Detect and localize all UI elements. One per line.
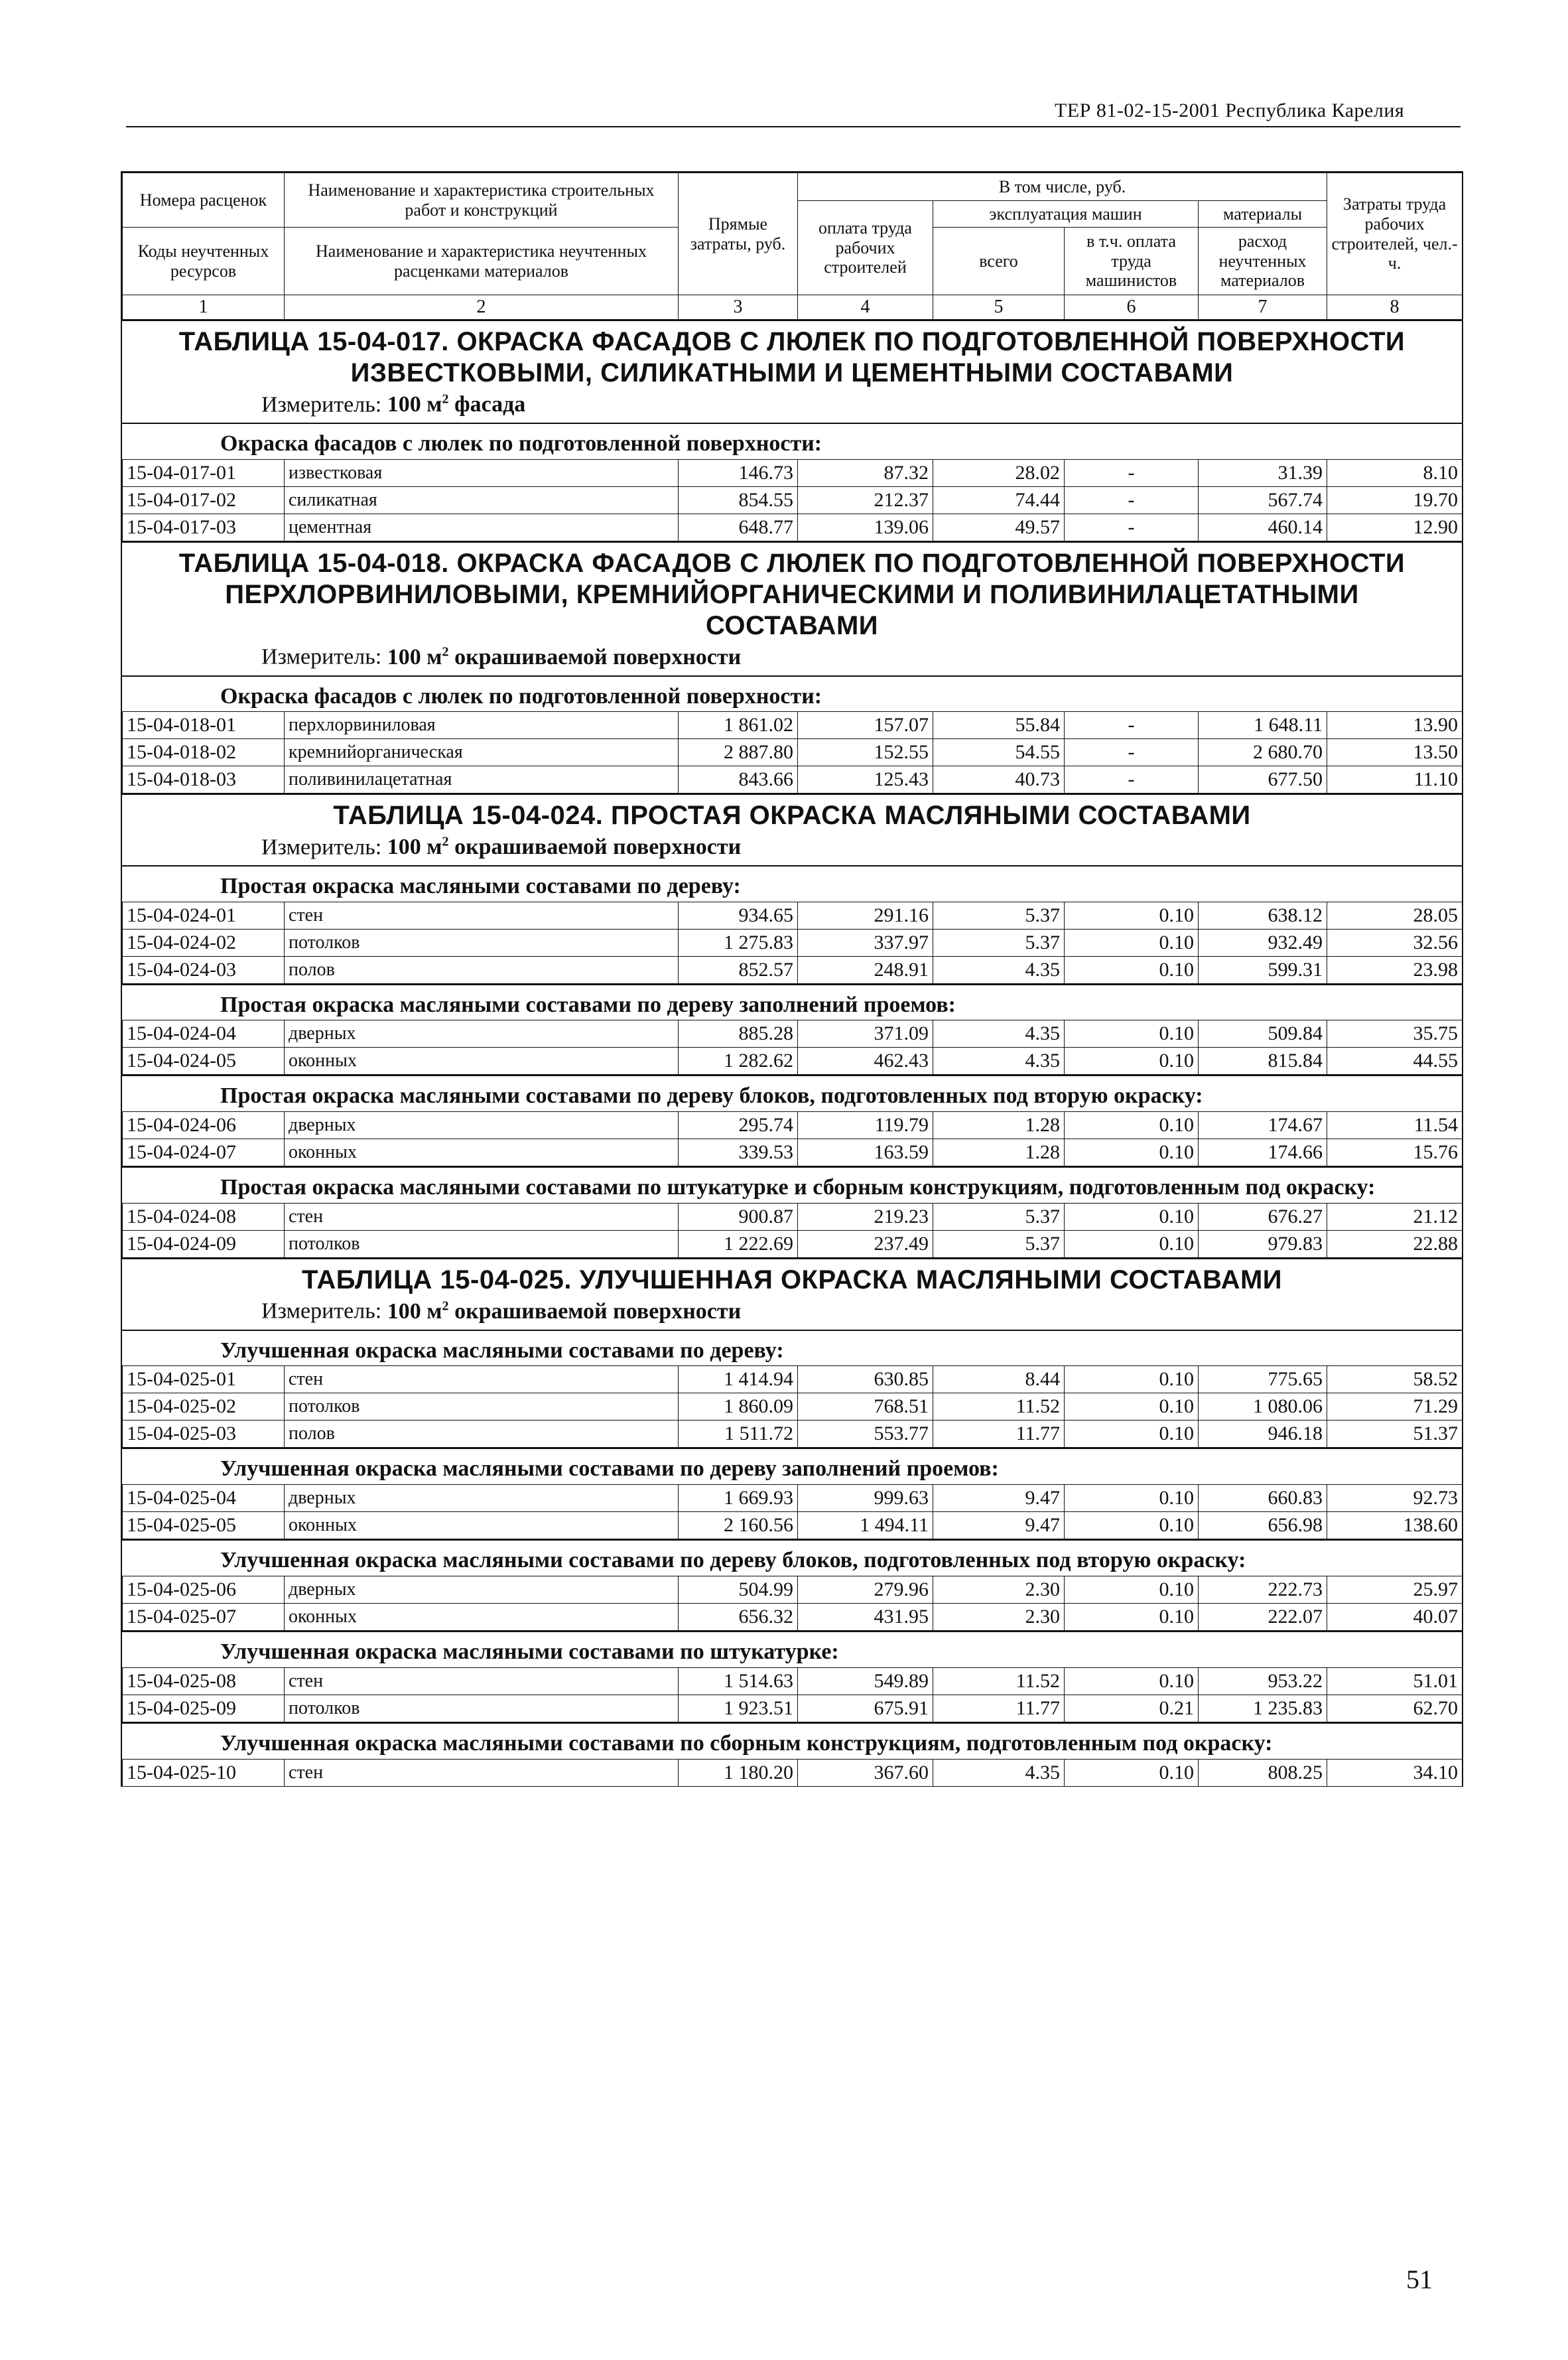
- value-cell: 1 080.06: [1199, 1393, 1327, 1421]
- table-row: [123, 1139, 1463, 1166]
- table-row: [123, 1603, 1463, 1630]
- value-cell: 74.44: [933, 486, 1065, 514]
- value-cell: 248.91: [798, 956, 933, 983]
- price-table: [121, 171, 1463, 1787]
- value-cell: -: [1065, 459, 1199, 486]
- table-row: [123, 766, 1463, 794]
- value-cell: 4.35: [933, 956, 1065, 983]
- work-name: кремнийорганическая: [285, 739, 679, 766]
- rate-code: 15-04-018-02: [123, 739, 285, 766]
- rate-code: 15-04-024-08: [123, 1204, 285, 1231]
- rate-code: 15-04-024-05: [123, 1048, 285, 1075]
- hdr-machines-total: всего: [933, 228, 1065, 295]
- value-cell: 599.31: [1199, 956, 1327, 983]
- value-cell: 31.39: [1199, 459, 1327, 486]
- value-cell: 8.10: [1327, 459, 1463, 486]
- rate-table: [122, 1365, 1463, 1448]
- value-cell: 4.35: [933, 1759, 1065, 1786]
- value-cell: 1 669.93: [679, 1485, 798, 1512]
- value-cell: 934.65: [679, 902, 798, 929]
- value-cell: -: [1065, 486, 1199, 514]
- value-cell: 843.66: [679, 766, 798, 794]
- work-name: оконных: [285, 1048, 679, 1075]
- value-cell: 932.49: [1199, 929, 1327, 956]
- sections-container: [122, 320, 1462, 1786]
- group-title: Улучшенная окраска масляными составами по дереву заполнений проемов:: [122, 1448, 1462, 1484]
- value-cell: 0.10: [1065, 1576, 1199, 1603]
- work-name: потолков: [285, 1695, 679, 1722]
- value-cell: 15.76: [1327, 1139, 1463, 1166]
- col-num-2: 2: [285, 295, 679, 320]
- value-cell: 157.07: [798, 712, 933, 739]
- value-cell: 212.37: [798, 486, 933, 514]
- value-cell: 11.52: [933, 1393, 1065, 1421]
- work-name: оконных: [285, 1512, 679, 1539]
- group-title: Улучшенная окраска масляными составами по дереву блоков, подготовленных под вторую окраску:: [122, 1539, 1462, 1576]
- value-cell: 11.77: [933, 1421, 1065, 1448]
- rate-code: 15-04-017-02: [123, 486, 285, 514]
- value-cell: 92.73: [1327, 1485, 1463, 1512]
- measurer: [122, 1296, 1462, 1329]
- value-cell: 0.10: [1065, 1231, 1199, 1258]
- table-row: [123, 1759, 1463, 1786]
- value-cell: 4.35: [933, 1020, 1065, 1048]
- value-cell: 0.10: [1065, 1393, 1199, 1421]
- value-cell: 0.10: [1065, 902, 1199, 929]
- value-cell: -: [1065, 712, 1199, 739]
- group-title: Простая окраска масляными составами по дереву:: [122, 865, 1462, 902]
- rate-code: 15-04-017-01: [123, 459, 285, 486]
- value-cell: 337.97: [798, 929, 933, 956]
- hdr-machinist-wages: в т.ч. оплата труда машинистов: [1065, 228, 1199, 295]
- value-cell: 0.10: [1065, 1366, 1199, 1393]
- table-row: [123, 929, 1463, 956]
- value-cell: 1 861.02: [679, 712, 798, 739]
- table-row: [123, 1393, 1463, 1421]
- value-cell: 1 514.63: [679, 1667, 798, 1695]
- value-cell: 21.12: [1327, 1204, 1463, 1231]
- value-cell: 2 887.80: [679, 739, 798, 766]
- value-cell: 656.32: [679, 1603, 798, 1630]
- table-row: [123, 1485, 1463, 1512]
- col-num-1: 1: [123, 295, 285, 320]
- value-cell: 1 860.09: [679, 1393, 798, 1421]
- rate-code: 15-04-025-08: [123, 1667, 285, 1695]
- value-cell: 9.47: [933, 1512, 1065, 1539]
- measurer-unit: 100 $м^2$ окрашиваемой поверхности: [387, 644, 742, 669]
- work-name: поливинилацетатная: [285, 766, 679, 794]
- value-cell: 648.77: [679, 514, 798, 541]
- rate-table: [122, 902, 1463, 984]
- rate-table: [122, 1484, 1463, 1539]
- value-cell: 462.43: [798, 1048, 933, 1075]
- rate-code: 15-04-025-05: [123, 1512, 285, 1539]
- rate-table: [122, 1667, 1463, 1722]
- value-cell: 125.43: [798, 766, 933, 794]
- work-name: стен: [285, 1204, 679, 1231]
- rate-code: 15-04-024-07: [123, 1139, 285, 1166]
- work-name: перхлорвиниловая: [285, 712, 679, 739]
- work-name: стен: [285, 1759, 679, 1786]
- value-cell: 1 275.83: [679, 929, 798, 956]
- col-num-3: 3: [679, 295, 798, 320]
- value-cell: 0.10: [1065, 1512, 1199, 1539]
- value-cell: 1 180.20: [679, 1759, 798, 1786]
- value-cell: 5.37: [933, 1204, 1065, 1231]
- group-title: Улучшенная окраска масляными составами по штукатурке:: [122, 1631, 1462, 1667]
- rate-code: 15-04-024-04: [123, 1020, 285, 1048]
- value-cell: 0.10: [1065, 1667, 1199, 1695]
- value-cell: 279.96: [798, 1576, 933, 1603]
- value-cell: 2 160.56: [679, 1512, 798, 1539]
- work-name: потолков: [285, 1393, 679, 1421]
- value-cell: 19.70: [1327, 486, 1463, 514]
- table-row: [123, 902, 1463, 929]
- rate-code: 15-04-024-06: [123, 1112, 285, 1139]
- work-name: дверных: [285, 1485, 679, 1512]
- col-num-6: 6: [1065, 295, 1199, 320]
- rate-code: 15-04-025-10: [123, 1759, 285, 1786]
- value-cell: 0.10: [1065, 929, 1199, 956]
- table-row: [123, 459, 1463, 486]
- rate-code: 15-04-025-09: [123, 1695, 285, 1722]
- rate-table: [122, 1020, 1463, 1075]
- value-cell: 677.50: [1199, 766, 1327, 794]
- table-row: [123, 1695, 1463, 1722]
- rate-table: [122, 459, 1463, 541]
- value-cell: 71.29: [1327, 1393, 1463, 1421]
- col-num-7: 7: [1199, 295, 1327, 320]
- value-cell: 0.10: [1065, 1759, 1199, 1786]
- col-num-8: 8: [1327, 295, 1463, 320]
- value-cell: 5.37: [933, 929, 1065, 956]
- value-cell: 0.10: [1065, 1048, 1199, 1075]
- value-cell: 87.32: [798, 459, 933, 486]
- value-cell: 999.63: [798, 1485, 933, 1512]
- value-cell: 1 414.94: [679, 1366, 798, 1393]
- value-cell: 1 923.51: [679, 1695, 798, 1722]
- hdr-material-use: расход неучтенных материалов: [1199, 228, 1327, 295]
- table-row: [123, 1231, 1463, 1258]
- work-name: стен: [285, 1667, 679, 1695]
- value-cell: 630.85: [798, 1366, 933, 1393]
- value-cell: 222.07: [1199, 1603, 1327, 1630]
- value-cell: 460.14: [1199, 514, 1327, 541]
- table-row: [123, 712, 1463, 739]
- value-cell: 44.55: [1327, 1048, 1463, 1075]
- measurer-unit: 100 $м^2$ окрашиваемой поверхности: [387, 1298, 742, 1324]
- table-section: [122, 1258, 1462, 1787]
- work-name: потолков: [285, 929, 679, 956]
- hdr-materials: материалы: [1199, 201, 1327, 228]
- value-cell: 13.90: [1327, 712, 1463, 739]
- value-cell: 367.60: [798, 1759, 933, 1786]
- value-cell: 339.53: [679, 1139, 798, 1166]
- value-cell: 0.10: [1065, 1485, 1199, 1512]
- value-cell: 219.23: [798, 1204, 933, 1231]
- value-cell: 163.59: [798, 1139, 933, 1166]
- value-cell: 174.67: [1199, 1112, 1327, 1139]
- hdr-direct-costs: Прямые затраты, руб.: [679, 173, 798, 295]
- value-cell: 0.10: [1065, 1139, 1199, 1166]
- value-cell: 1 494.11: [798, 1512, 933, 1539]
- work-name: стен: [285, 1366, 679, 1393]
- value-cell: 51.37: [1327, 1421, 1463, 1448]
- value-cell: 49.57: [933, 514, 1065, 541]
- measurer: [122, 389, 1462, 423]
- value-cell: 2 680.70: [1199, 739, 1327, 766]
- table-row: [123, 514, 1463, 541]
- value-cell: 0.10: [1065, 1204, 1199, 1231]
- group-title: Улучшенная окраска масляными составами по сборным конструкциям, подготовленным под окраску:: [122, 1722, 1462, 1759]
- value-cell: 768.51: [798, 1393, 933, 1421]
- measurer-label: Измеритель:: [261, 834, 387, 859]
- table-title: ТАБЛИЦА 15-04-024. ПРОСТАЯ ОКРАСКА МАСЛЯНЫМИ СОСТАВАМИ: [333, 801, 1251, 831]
- value-cell: 1 511.72: [679, 1421, 798, 1448]
- value-cell: 152.55: [798, 739, 933, 766]
- hdr-wages: оплата труда рабочих строителей: [798, 201, 933, 295]
- value-cell: 1 282.62: [679, 1048, 798, 1075]
- value-cell: 815.84: [1199, 1048, 1327, 1075]
- measurer: [122, 642, 1462, 675]
- value-cell: 0.10: [1065, 956, 1199, 983]
- value-cell: 25.97: [1327, 1576, 1463, 1603]
- measurer-label: Измеритель:: [261, 1298, 387, 1324]
- work-name: стен: [285, 902, 679, 929]
- table-row: [123, 1366, 1463, 1393]
- col-num-5: 5: [933, 295, 1065, 320]
- value-cell: 1.28: [933, 1112, 1065, 1139]
- value-cell: 35.75: [1327, 1020, 1463, 1048]
- value-cell: 4.35: [933, 1048, 1065, 1075]
- value-cell: 291.16: [798, 902, 933, 929]
- value-cell: 40.73: [933, 766, 1065, 794]
- col-num-4: 4: [798, 295, 933, 320]
- value-cell: 1 648.11: [1199, 712, 1327, 739]
- rate-code: 15-04-025-06: [123, 1576, 285, 1603]
- work-name: известковая: [285, 459, 679, 486]
- value-cell: 0.10: [1065, 1020, 1199, 1048]
- hdr-codes-top: Номера расценок: [123, 173, 285, 228]
- work-name: силикатная: [285, 486, 679, 514]
- group-title: Окраска фасадов с люлек по подготовленной поверхности:: [122, 423, 1462, 459]
- value-cell: 2.30: [933, 1576, 1065, 1603]
- value-cell: 1.28: [933, 1139, 1065, 1166]
- value-cell: -: [1065, 766, 1199, 794]
- value-cell: 222.73: [1199, 1576, 1327, 1603]
- value-cell: 553.77: [798, 1421, 933, 1448]
- work-name: дверных: [285, 1576, 679, 1603]
- rate-code: 15-04-018-03: [123, 766, 285, 794]
- table-row: [123, 1421, 1463, 1448]
- value-cell: 854.55: [679, 486, 798, 514]
- group-title: Простая окраска масляными составами по дереву заполнений проемов:: [122, 984, 1462, 1020]
- value-cell: 11.52: [933, 1667, 1065, 1695]
- value-cell: 119.79: [798, 1112, 933, 1139]
- hdr-name-bottom: Наименование и характеристика неучтенных расценками материалов: [285, 228, 679, 295]
- value-cell: 5.37: [933, 902, 1065, 929]
- value-cell: 23.98: [1327, 956, 1463, 983]
- table-row: [123, 1020, 1463, 1048]
- value-cell: 54.55: [933, 739, 1065, 766]
- value-cell: 0.10: [1065, 1112, 1199, 1139]
- group-title: Окраска фасадов с люлек по подготовленной поверхности:: [122, 675, 1462, 712]
- value-cell: 1 222.69: [679, 1231, 798, 1258]
- value-cell: 675.91: [798, 1695, 933, 1722]
- rate-table: [122, 711, 1463, 794]
- value-cell: 2.30: [933, 1603, 1065, 1630]
- value-cell: 656.98: [1199, 1512, 1327, 1539]
- value-cell: 0.10: [1065, 1603, 1199, 1630]
- table-title: ТАБЛИЦА 15-04-025. УЛУЧШЕННАЯ ОКРАСКА МАСЛЯНЫМИ СОСТАВАМИ: [301, 1265, 1283, 1295]
- value-cell: 28.05: [1327, 902, 1463, 929]
- page-number: 51: [1406, 2264, 1433, 2294]
- work-name: полов: [285, 956, 679, 983]
- work-name: дверных: [285, 1020, 679, 1048]
- table-row: [123, 486, 1463, 514]
- header-rule: [126, 126, 1461, 127]
- value-cell: 22.88: [1327, 1231, 1463, 1258]
- table-row: [123, 1667, 1463, 1695]
- value-cell: 509.84: [1199, 1020, 1327, 1048]
- value-cell: 139.06: [798, 514, 933, 541]
- table-row: [123, 739, 1463, 766]
- value-cell: 11.54: [1327, 1112, 1463, 1139]
- value-cell: 953.22: [1199, 1667, 1327, 1695]
- document-header: ТЕР 81-02-15-2001 Республика Карелия: [1055, 100, 1405, 121]
- table-row: [123, 956, 1463, 983]
- table-section: [122, 320, 1462, 541]
- work-name: полов: [285, 1421, 679, 1448]
- measurer-unit: 100 $м^2$ окрашиваемой поверхности: [387, 834, 742, 859]
- rate-table: [122, 1203, 1463, 1258]
- value-cell: 237.49: [798, 1231, 933, 1258]
- column-header-table: [122, 173, 1463, 320]
- rate-code: 15-04-018-01: [123, 712, 285, 739]
- value-cell: 55.84: [933, 712, 1065, 739]
- hdr-incl: В том числе, руб.: [798, 173, 1327, 201]
- table-row: [123, 1512, 1463, 1539]
- table-section: [122, 794, 1462, 1258]
- value-cell: 660.83: [1199, 1485, 1327, 1512]
- value-cell: 979.83: [1199, 1231, 1327, 1258]
- value-cell: 295.74: [679, 1112, 798, 1139]
- group-title: Простая окраска масляными составами по штукатурке и сборным конструкциям, подготовленным под окраску:: [122, 1166, 1462, 1203]
- value-cell: 13.50: [1327, 739, 1463, 766]
- value-cell: -: [1065, 514, 1199, 541]
- value-cell: 1 235.83: [1199, 1695, 1327, 1722]
- value-cell: 371.09: [798, 1020, 933, 1048]
- work-name: оконных: [285, 1139, 679, 1166]
- rate-code: 15-04-024-01: [123, 902, 285, 929]
- value-cell: 40.07: [1327, 1603, 1463, 1630]
- value-cell: 8.44: [933, 1366, 1065, 1393]
- work-name: цементная: [285, 514, 679, 541]
- value-cell: 431.95: [798, 1603, 933, 1630]
- rate-code: 15-04-024-09: [123, 1231, 285, 1258]
- value-cell: 567.74: [1199, 486, 1327, 514]
- value-cell: -: [1065, 739, 1199, 766]
- value-cell: 808.25: [1199, 1759, 1327, 1786]
- table-row: [123, 1048, 1463, 1075]
- rate-code: 15-04-017-03: [123, 514, 285, 541]
- table-title: ТАБЛИЦА 15-04-018. ОКРАСКА ФАСАДОВ С ЛЮЛЕК ПО ПОДГОТОВЛЕННОЙ ПОВЕРХНОСТИ ПЕРХЛОРВИНИЛОВЫМИ, КРЕМНИЙОРГАНИЧЕСКИМИ И ПОЛИВИНИЛАЦЕТАТНЫМИ СОСТАВАМИ: [178, 548, 1405, 641]
- hdr-labor: Затраты труда рабочих строителей, чел.-ч.: [1327, 173, 1463, 295]
- value-cell: 638.12: [1199, 902, 1327, 929]
- group-title: Улучшенная окраска масляными составами по дереву:: [122, 1330, 1462, 1366]
- hdr-machines: эксплуатация машин: [933, 201, 1199, 228]
- work-name: оконных: [285, 1603, 679, 1630]
- measurer-label: Измеритель:: [261, 391, 387, 417]
- value-cell: 32.56: [1327, 929, 1463, 956]
- table-title: ТАБЛИЦА 15-04-017. ОКРАСКА ФАСАДОВ С ЛЮЛЕК ПО ПОДГОТОВЛЕННОЙ ПОВЕРХНОСТИ ИЗВЕСТКОВЫМИ, СИЛИКАТНЫМИ И ЦЕМЕНТНЫМИ СОСТАВАМИ: [178, 327, 1405, 388]
- value-cell: 11.77: [933, 1695, 1065, 1722]
- value-cell: 62.70: [1327, 1695, 1463, 1722]
- rate-table: [122, 1759, 1463, 1787]
- value-cell: 549.89: [798, 1667, 933, 1695]
- table-row: [123, 1204, 1463, 1231]
- value-cell: 58.52: [1327, 1366, 1463, 1393]
- value-cell: 146.73: [679, 459, 798, 486]
- table-row: [123, 1576, 1463, 1603]
- value-cell: 5.37: [933, 1231, 1065, 1258]
- measurer: [122, 832, 1462, 865]
- value-cell: 0.10: [1065, 1421, 1199, 1448]
- rate-code: 15-04-025-07: [123, 1603, 285, 1630]
- rate-code: 15-04-025-04: [123, 1485, 285, 1512]
- measurer-unit: 100 $м^2$ фасада: [387, 391, 526, 417]
- value-cell: 775.65: [1199, 1366, 1327, 1393]
- rate-table: [122, 1111, 1463, 1166]
- value-cell: 11.10: [1327, 766, 1463, 794]
- value-cell: 504.99: [679, 1576, 798, 1603]
- value-cell: 34.10: [1327, 1759, 1463, 1786]
- value-cell: 946.18: [1199, 1421, 1327, 1448]
- rate-table: [122, 1576, 1463, 1631]
- value-cell: 12.90: [1327, 514, 1463, 541]
- value-cell: 852.57: [679, 956, 798, 983]
- value-cell: 28.02: [933, 459, 1065, 486]
- rate-code: 15-04-024-02: [123, 929, 285, 956]
- hdr-codes-bottom: Коды неучтенных ресурсов: [123, 228, 285, 295]
- value-cell: 138.60: [1327, 1512, 1463, 1539]
- value-cell: 9.47: [933, 1485, 1065, 1512]
- table-section: [122, 541, 1462, 794]
- value-cell: 51.01: [1327, 1667, 1463, 1695]
- table-row: [123, 1112, 1463, 1139]
- value-cell: 174.66: [1199, 1139, 1327, 1166]
- value-cell: 0.21: [1065, 1695, 1199, 1722]
- work-name: дверных: [285, 1112, 679, 1139]
- measurer-label: Измеритель:: [261, 644, 387, 669]
- hdr-name-top: Наименование и характеристика строительных работ и конструкций: [285, 173, 679, 228]
- value-cell: 885.28: [679, 1020, 798, 1048]
- work-name: потолков: [285, 1231, 679, 1258]
- value-cell: 900.87: [679, 1204, 798, 1231]
- rate-code: 15-04-024-03: [123, 956, 285, 983]
- value-cell: 676.27: [1199, 1204, 1327, 1231]
- rate-code: 15-04-025-02: [123, 1393, 285, 1421]
- rate-code: 15-04-025-03: [123, 1421, 285, 1448]
- group-title: Простая окраска масляными составами по дереву блоков, подготовленных под вторую окраску:: [122, 1075, 1462, 1111]
- rate-code: 15-04-025-01: [123, 1366, 285, 1393]
